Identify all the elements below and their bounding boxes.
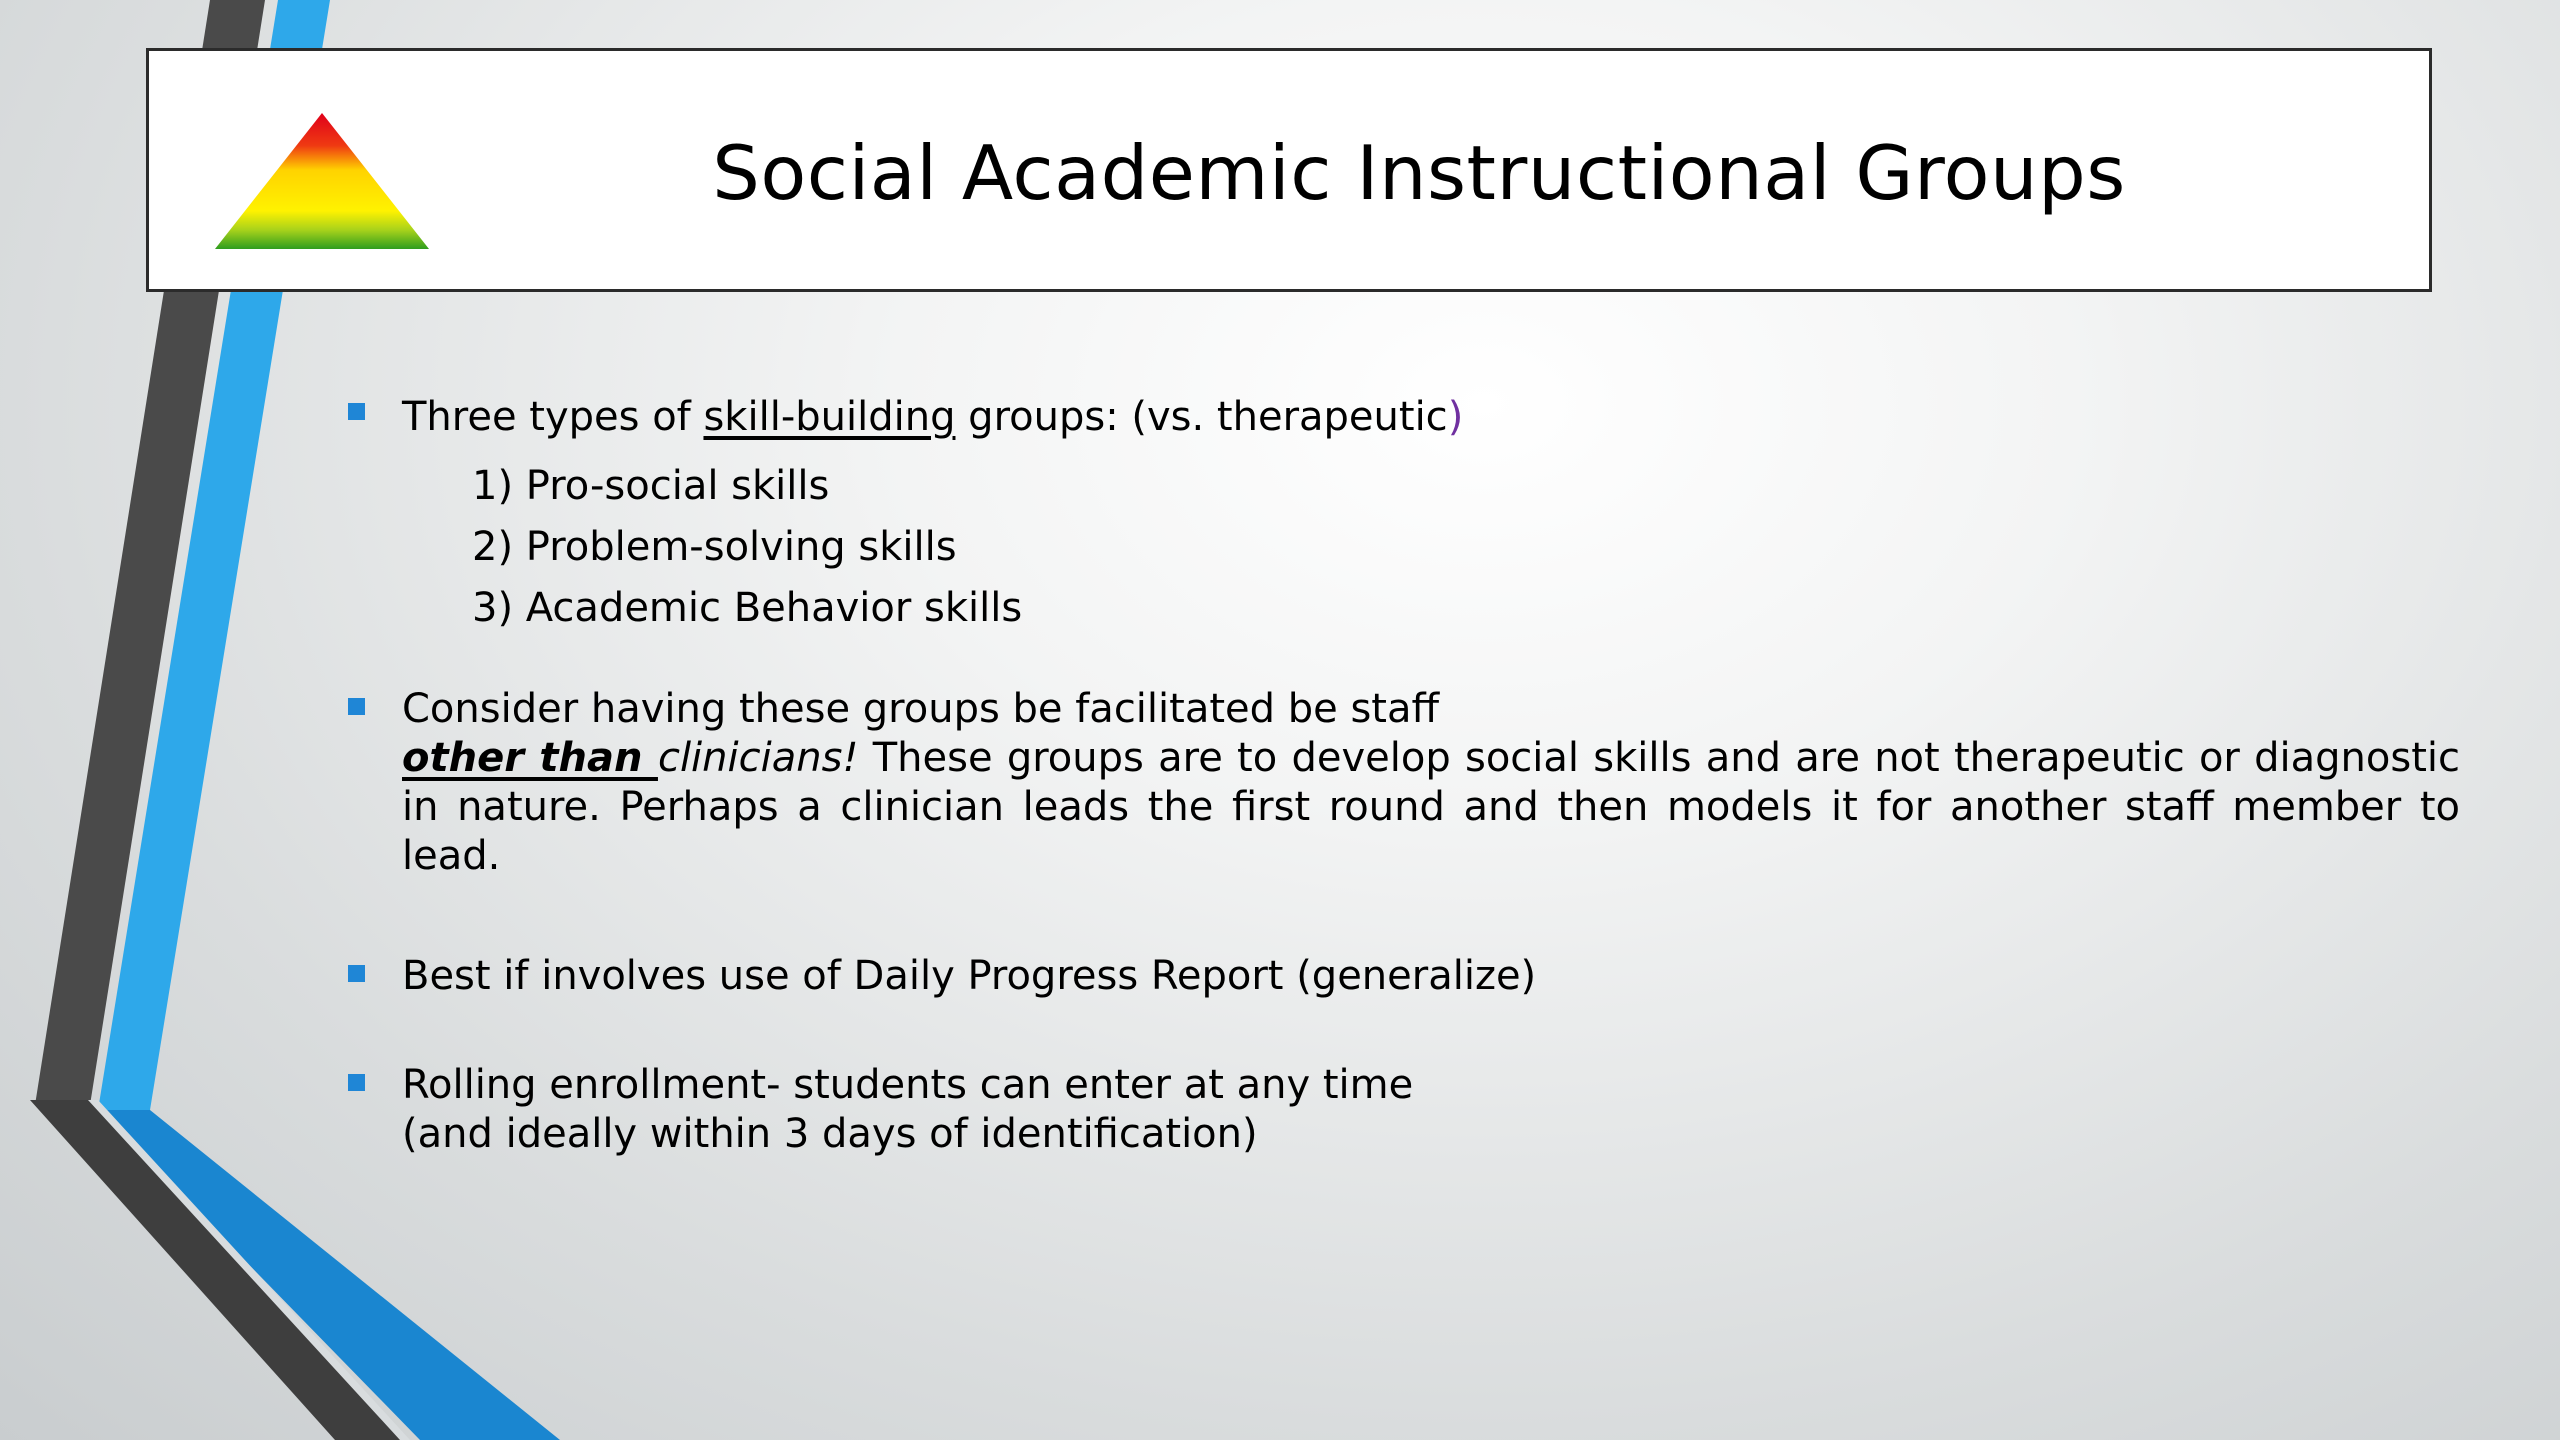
emphasis-text: other than: [402, 735, 658, 781]
underlined-term: skill-building: [703, 394, 956, 440]
bullet-line: (and ideally within 3 days of identification): [402, 1111, 1258, 1157]
paragraph-rest: These groups are to develop social skills and are not therapeutic or diagnostic in nature. Perhaps a clinician leads the first round and then models it for another staff member to lead.: [402, 735, 2460, 879]
slide-title: Social Academic Instructional Groups: [712, 129, 2126, 217]
bullet-square-icon: [348, 403, 365, 420]
closing-paren: ): [1447, 394, 1464, 440]
bullet-prefix: Three types of: [402, 394, 704, 440]
bullet-list: [340, 390, 2460, 1159]
bullet-facilitators: [340, 685, 2460, 881]
sublist-item: 2) Problem-solving skills: [472, 524, 957, 570]
bullet-skill-groups: [340, 390, 2460, 639]
bullet-line: Consider having these groups be facilitated be staff: [402, 686, 1440, 732]
bullet-line: Rolling enrollment- students can enter at any time: [402, 1062, 1414, 1108]
bullet-text: [402, 390, 2460, 445]
bullet-text: Best if involves use of Daily Progress Report (generalize): [402, 953, 1537, 999]
italic-text: clinicians!: [657, 735, 859, 781]
bullet-square-icon: [348, 965, 365, 982]
title-banner: [146, 48, 2432, 292]
bullet-rolling-enrollment: [340, 1061, 2460, 1159]
tiered-triangle-icon: [215, 113, 429, 249]
bullet-daily-progress: [340, 952, 2460, 1001]
sublist-item: 3) Academic Behavior skills: [472, 585, 1023, 631]
bullet-square-icon: [348, 1074, 365, 1091]
bullet-paragraph: [402, 734, 2460, 881]
sublist-item: 1) Pro-social skills: [472, 463, 830, 509]
bullet-square-icon: [348, 698, 365, 715]
bullet-suffix: groups: (vs. therapeutic: [955, 394, 1448, 440]
numbered-sublist: [402, 456, 2460, 639]
